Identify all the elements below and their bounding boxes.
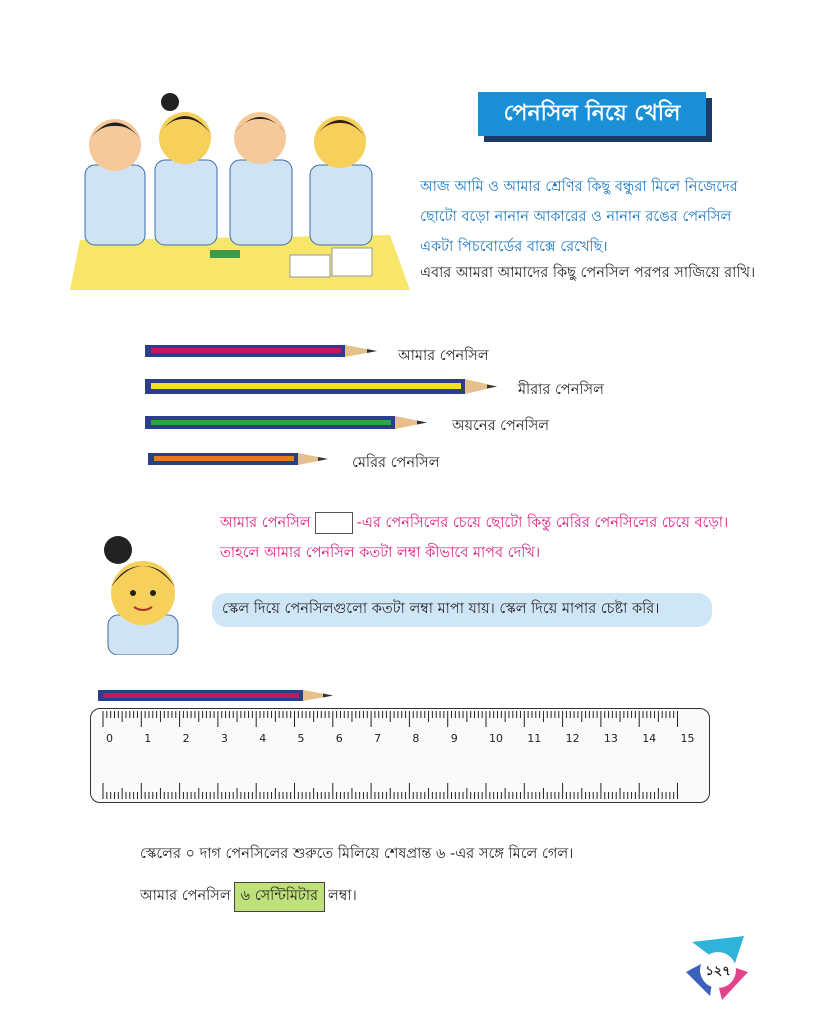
answer-suffix: লম্বা। bbox=[328, 888, 357, 904]
pencil-ayan bbox=[145, 414, 430, 432]
ruler-label: 5 bbox=[297, 732, 305, 745]
hint-bubble: স্কেল দিয়ে পেনসিলগুলো কতটা লম্বা মাপা যায়। স্কেল দিয়ে মাপার চেষ্টা করি। bbox=[212, 593, 712, 627]
question-part1: আমার পেনসিল bbox=[220, 515, 311, 531]
ruler-label: 9 bbox=[450, 732, 458, 745]
pencil-mary bbox=[148, 451, 333, 467]
ruler-label: 4 bbox=[259, 732, 267, 745]
ruler-label: 6 bbox=[335, 732, 343, 745]
ruler-label: 12 bbox=[565, 732, 580, 745]
ruler-label: 13 bbox=[603, 732, 618, 745]
children-illustration bbox=[70, 90, 410, 290]
ruler-label: 1 bbox=[144, 732, 152, 745]
pencil-my bbox=[145, 343, 380, 359]
ruler-label: 3 bbox=[220, 732, 228, 745]
pencil-meera bbox=[145, 377, 500, 397]
question-part2: -এর পেনসিলের চেয়ে ছোটো কিন্তু মেরির পেনসিলের চেয়ে বড়ো। তাহলে আমার পেনসিল কতটা লম্বা কীভাবে মাপব দেখি। bbox=[220, 515, 729, 561]
ruler-label: 10 bbox=[489, 732, 503, 745]
ruler-label: 7 bbox=[374, 732, 382, 745]
blank-answer-box[interactable] bbox=[315, 512, 353, 534]
ruler-label: 15 bbox=[680, 732, 695, 745]
answer-value: ৬ সেন্টিমিটার bbox=[234, 882, 325, 912]
intro-paragraph: আজ আমি ও আমার শ্রেণির কিছু বন্ধুরা মিলে নিজেদের ছোটো বড়ো নানান আকারের ও নানান রঙের পেনসিল একটা পিচবোর্ডের বাক্সে রেখেছি। bbox=[420, 179, 738, 255]
measure-text: স্কেলের ০ দাগ পেনসিলের শুরুতে মিলিয়ে শেষপ্রান্ত ৬ -এর সঙ্গে মিলে গেল। bbox=[140, 846, 574, 862]
ruler-label: 2 bbox=[182, 732, 190, 745]
pencil-on-ruler bbox=[98, 689, 338, 703]
ruler-scale bbox=[91, 709, 708, 801]
page-number-badge bbox=[682, 932, 754, 1004]
arrange-paragraph: এবার আমরা আমাদের কিছু পেনসিল পরপর সাজিয়ে রাখি। bbox=[420, 265, 756, 281]
pencil-label-ayan: অয়নের পেনসিল bbox=[452, 418, 550, 434]
page-number: ১২৭ bbox=[705, 964, 731, 979]
ruler-label: 8 bbox=[412, 732, 420, 745]
answer-prefix: আমার পেনসিল bbox=[140, 888, 231, 904]
pencil-label-meera: মীরার পেনসিল bbox=[518, 382, 604, 398]
pencil-label-mary: মেরির পেনসিল bbox=[352, 455, 440, 471]
ruler bbox=[90, 708, 710, 803]
page-title: পেনসিল নিয়ে খেলি bbox=[478, 92, 706, 136]
answer-line bbox=[140, 882, 357, 912]
ruler-label: 14 bbox=[642, 732, 657, 745]
question-paragraph bbox=[220, 508, 740, 568]
ruler-label: 11 bbox=[527, 732, 542, 745]
girl-illustration bbox=[88, 535, 198, 655]
ruler-label: 0 bbox=[106, 732, 113, 745]
pencil-label-my: আমার পেনসিল bbox=[398, 348, 489, 364]
